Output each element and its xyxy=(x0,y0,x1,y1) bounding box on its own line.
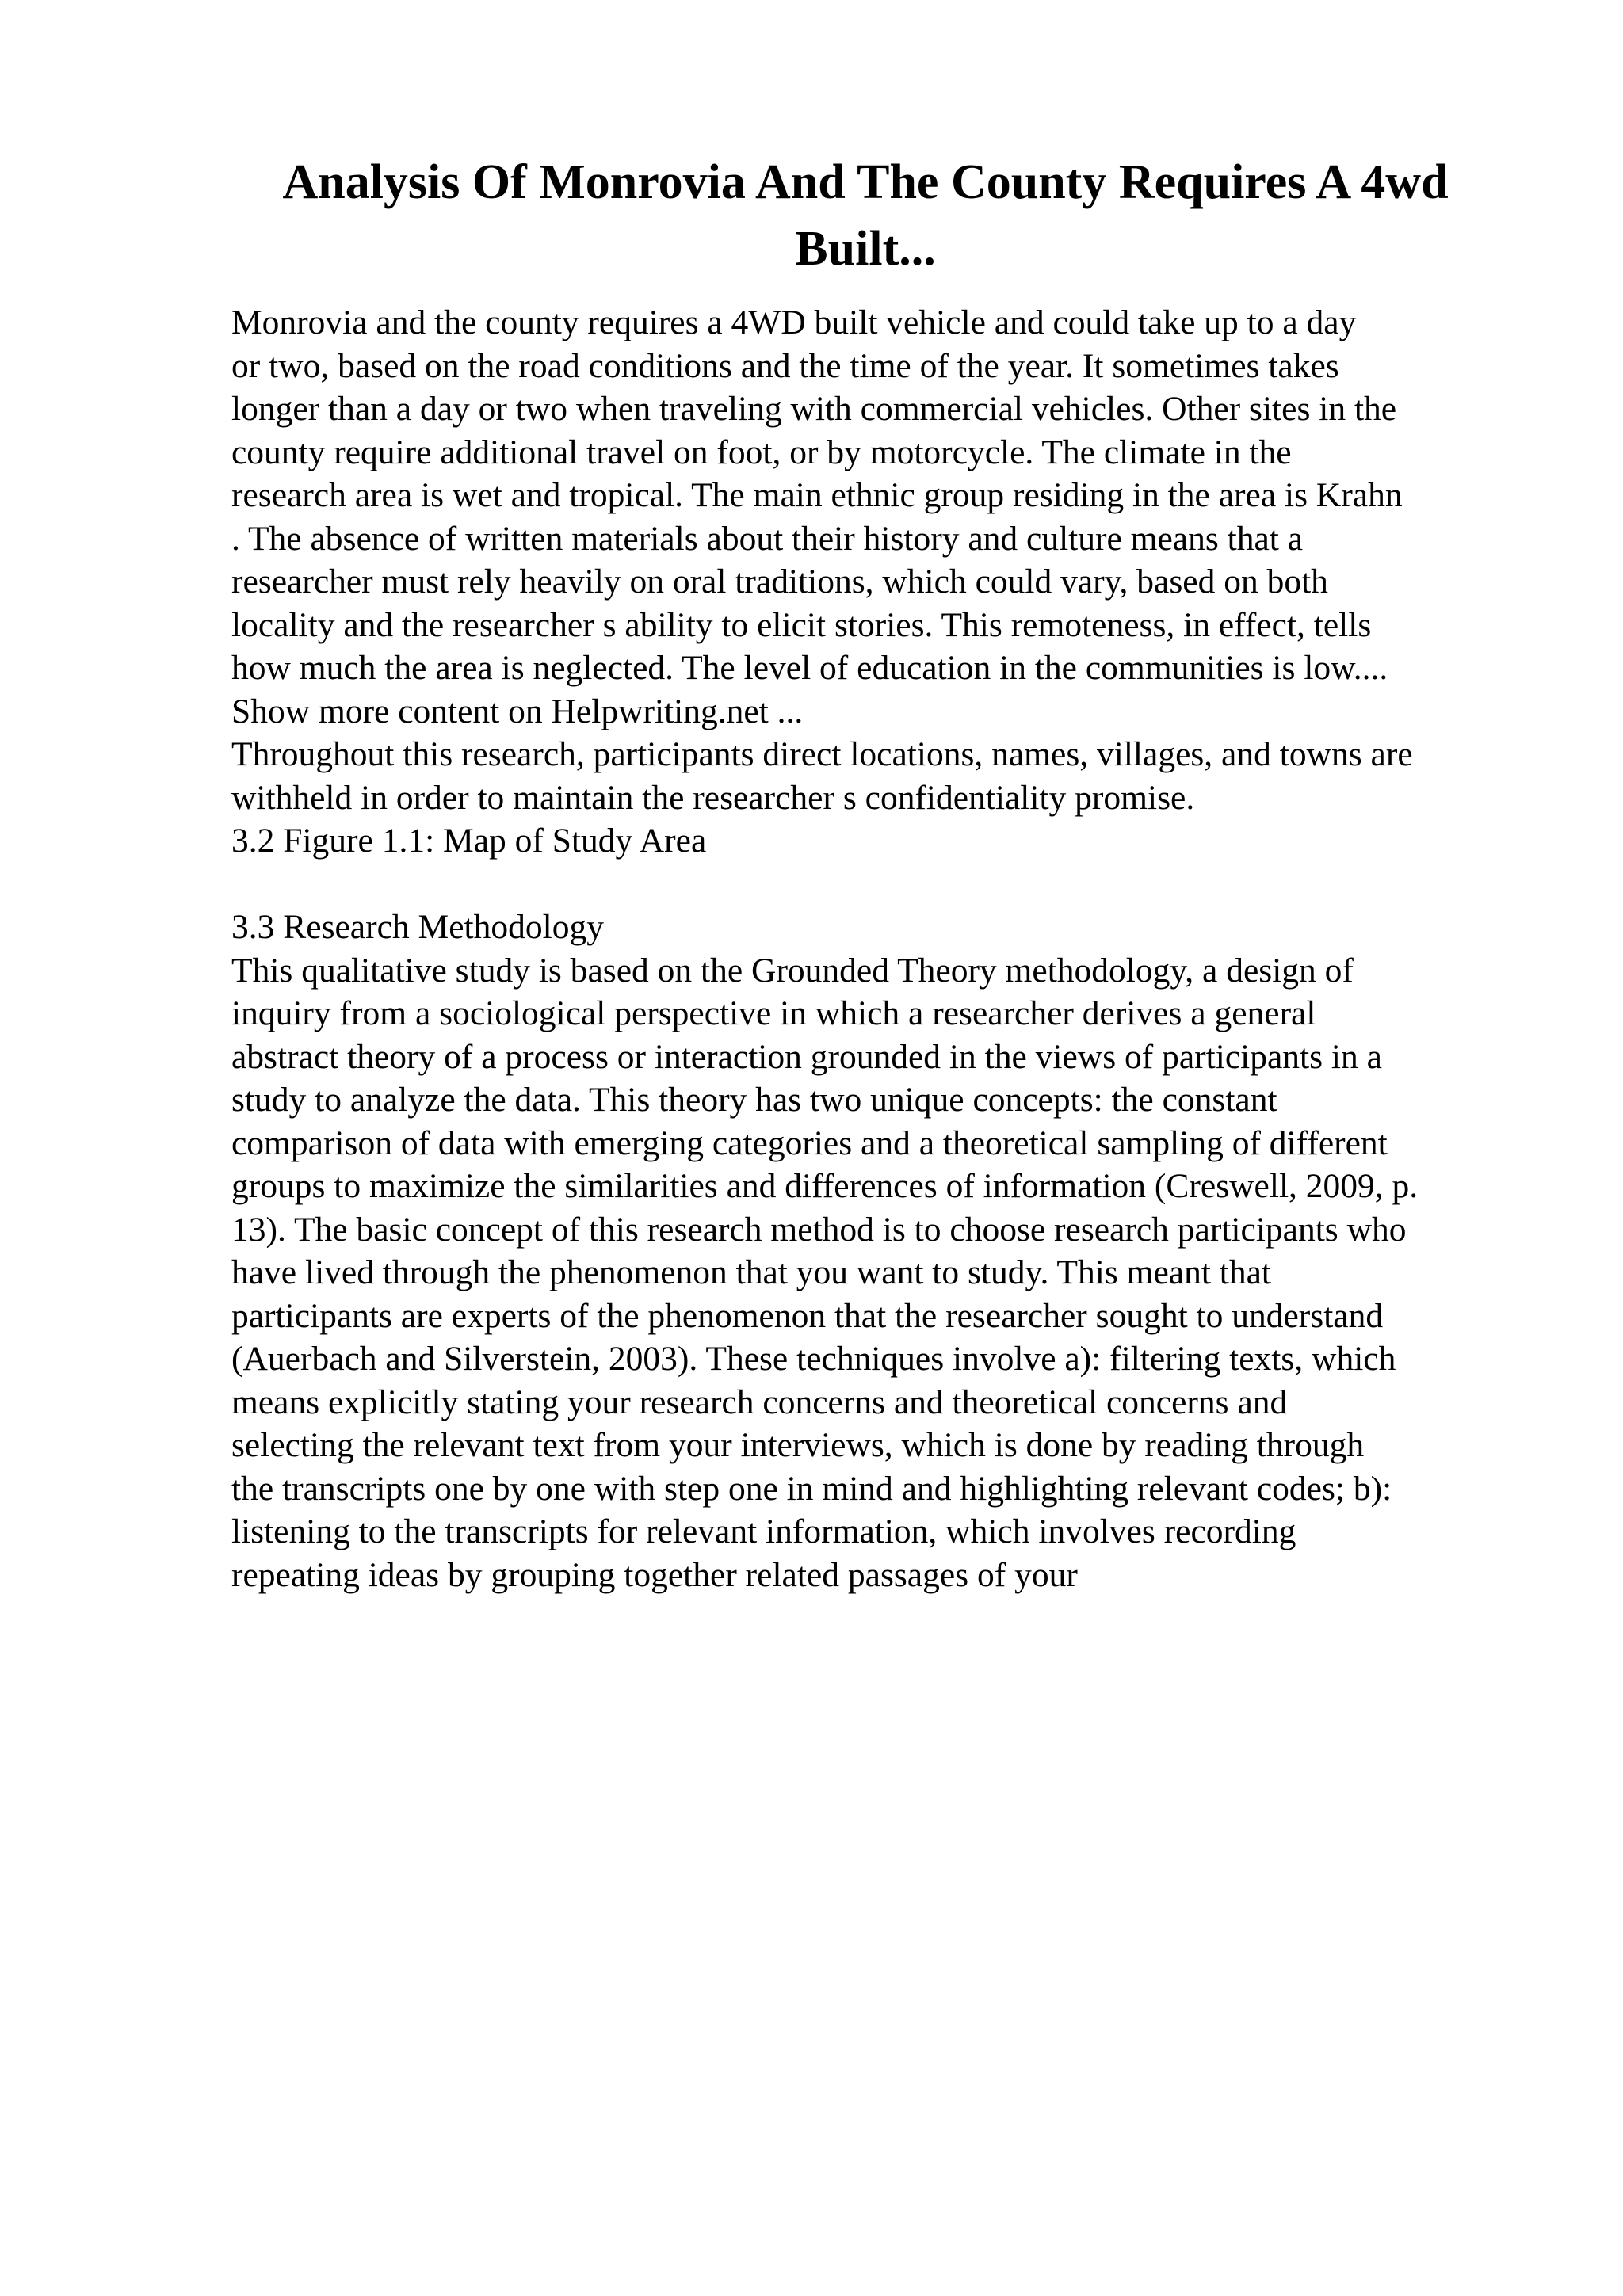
body-line: locality and the researcher s ability to elicit stories. This remoteness, in effect, tells xyxy=(231,605,1372,644)
title-line-1: Analysis Of Monrovia And The County Requires A 4wd xyxy=(282,155,1449,209)
body-line: county require additional travel on foot, or by motorcycle. The climate in the xyxy=(231,433,1292,471)
body-line: comparison of data with emerging categories and a theoretical sampling of different xyxy=(231,1123,1388,1162)
figure-caption: 3.2 Figure 1.1: Map of Study Area xyxy=(231,822,707,860)
body-line: This qualitative study is based on the Grounded Theory methodology, a design of xyxy=(231,951,1354,990)
body-line: research area is wet and tropical. The main ethnic group residing in the area is Krahn xyxy=(231,476,1403,514)
title-line-2: Built... xyxy=(795,222,936,276)
body-line: participants are experts of the phenomenon that the researcher sought to understand xyxy=(231,1296,1384,1335)
body-line: . The absence of written materials about their history and culture means that a xyxy=(231,519,1304,558)
body-line: how much the area is neglected. The level of education in the communities is low.... xyxy=(231,649,1388,687)
body-line: groups to maximize the similarities and differences of information (Creswell, 2009, p. xyxy=(231,1167,1419,1205)
body-line: Throughout this research, participants direct locations, names, villages, and towns are xyxy=(231,735,1413,773)
body-line: means explicitly stating your research concerns and theoretical concerns and xyxy=(231,1383,1288,1421)
body-line: researcher must rely heavily on oral traditions, which could vary, based on both xyxy=(231,563,1328,601)
body-line: selecting the relevant text from your interviews, which is done by reading through xyxy=(231,1426,1365,1464)
body-line: repeating ideas by grouping together related passages of your xyxy=(231,1555,1078,1594)
body-line: (Auerbach and Silverstein, 2003). These techniques involve a): filtering texts, which xyxy=(231,1340,1396,1378)
show-more-link[interactable]: Show more content on Helpwriting.net ... xyxy=(231,692,804,730)
body-line: study to analyze the data. This theory has two unique concepts: the constant xyxy=(231,1081,1277,1119)
body-line: withheld in order to maintain the researcher s confidentiality promise. xyxy=(231,778,1195,817)
body-line: listening to the transcripts for relevant information, which involves recording xyxy=(231,1512,1296,1550)
document-body xyxy=(231,301,1531,1596)
body-line: inquiry from a sociological perspective in which a researcher derives a general xyxy=(231,994,1316,1032)
document-title xyxy=(231,149,1499,282)
body-line: have lived through the phenomenon that you want to study. This meant that xyxy=(231,1253,1272,1291)
body-line: longer than a day or two when traveling with commercial vehicles. Other sites in the xyxy=(231,390,1397,428)
section-heading: 3.3 Research Methodology xyxy=(231,908,604,946)
body-line: the transcripts one by one with step one in mind and highlighting relevant codes; b): xyxy=(231,1469,1392,1508)
body-line: or two, based on the road conditions and the time of the year. It sometimes takes xyxy=(231,346,1339,385)
body-line: Monrovia and the county requires a 4WD built vehicle and could take up to a day xyxy=(231,303,1357,341)
blank-line xyxy=(231,863,1531,906)
body-line: abstract theory of a process or interaction grounded in the views of participants in a xyxy=(231,1037,1382,1076)
body-line: 13). The basic concept of this research method is to choose research participants who xyxy=(231,1210,1407,1249)
